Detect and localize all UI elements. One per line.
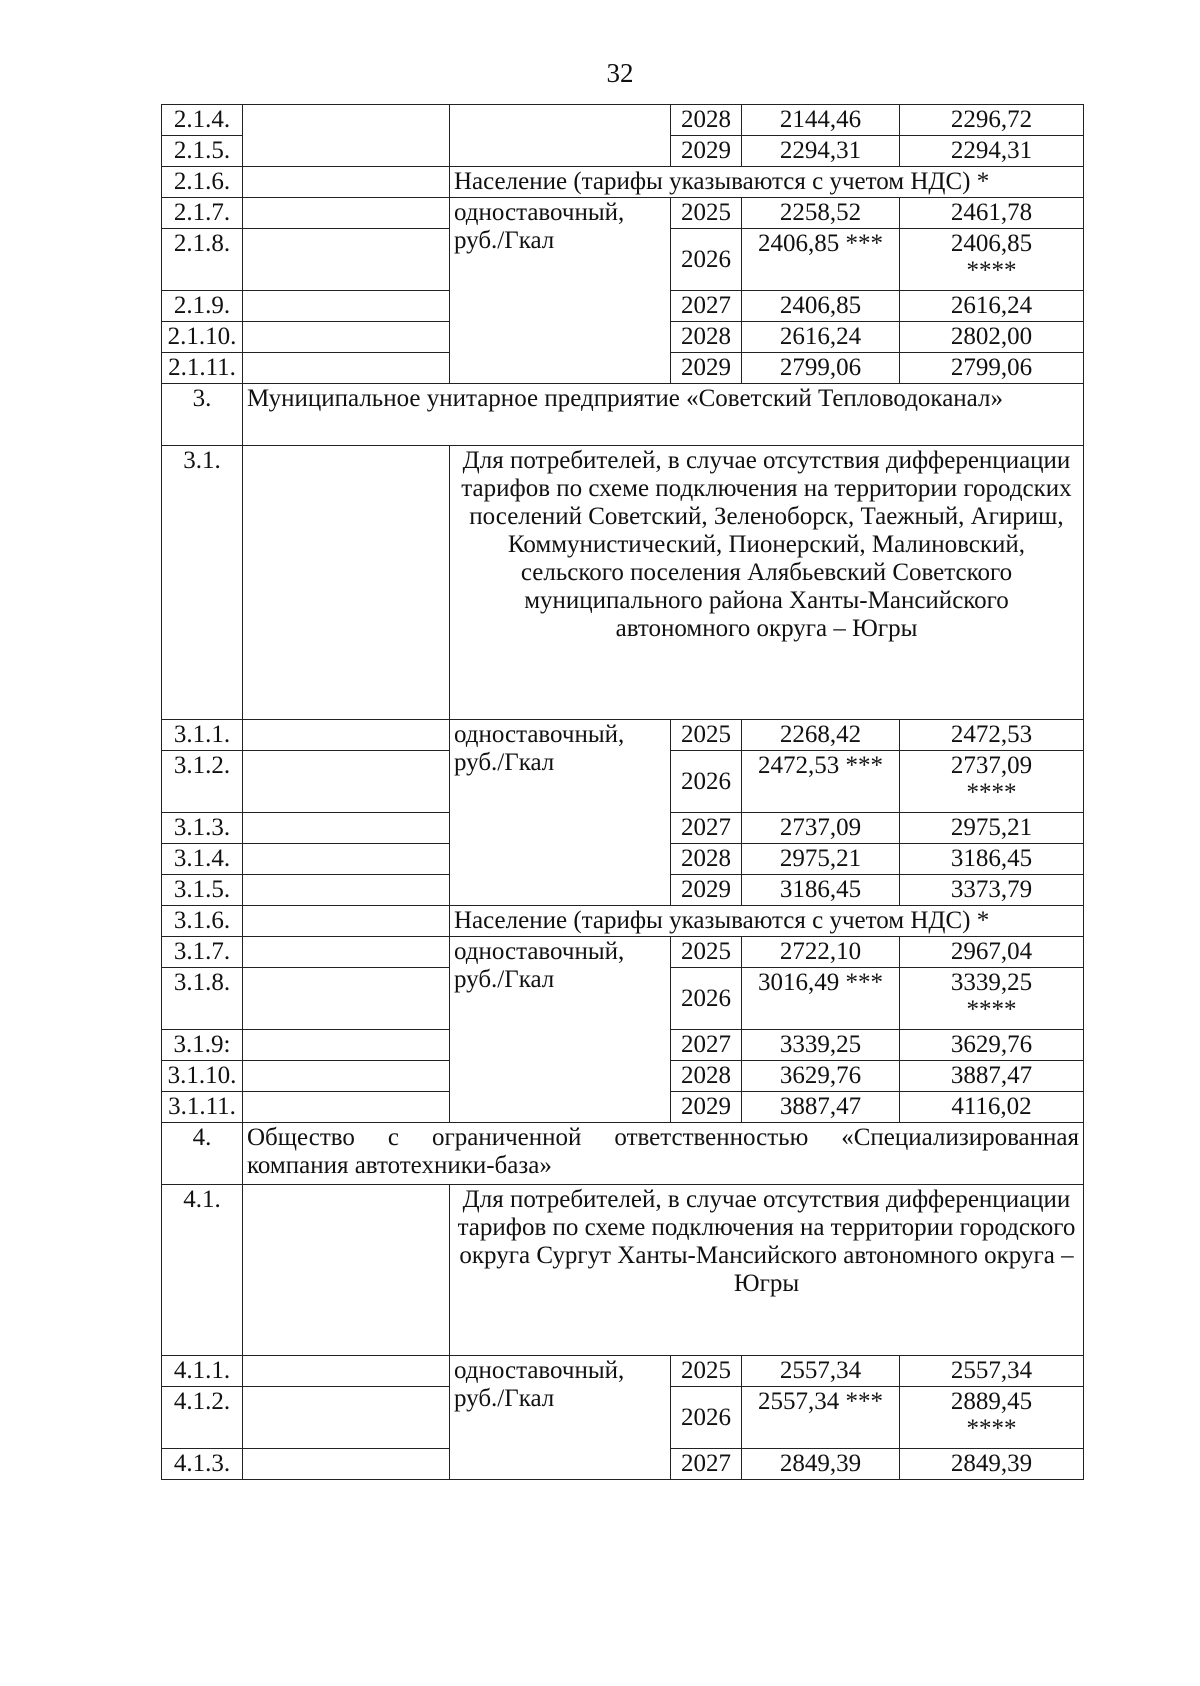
indicator-cell (243, 1356, 450, 1387)
year-cell: 2025 (671, 937, 742, 968)
row-number: 4.1.2. (162, 1387, 243, 1449)
tariff-value: 2406,85 (950, 230, 1033, 257)
row-number: 4.1. (162, 1185, 243, 1356)
tariff-first-half: 2472,53 *** (742, 751, 900, 813)
tariff-first-half: 2258,52 (742, 198, 900, 229)
indicator-cell (243, 1185, 450, 1356)
indicator-cell (243, 167, 450, 198)
indicator-cell (243, 105, 450, 167)
tariff-second-half: 2296,72 (900, 105, 1084, 136)
footnote-mark: **** (966, 779, 1017, 806)
organization-name: Общество с ограниченной ответственностью «Специализированная компания автотехники-база» (243, 1123, 1084, 1185)
row-number: 4.1.3. (162, 1449, 243, 1480)
row-number: 3.1.3. (162, 813, 243, 844)
tariff-first-half: 2557,34 (742, 1356, 900, 1387)
table-row (162, 1185, 1084, 1356)
year-cell: 2025 (671, 720, 742, 751)
tariff-first-half: 2406,85 *** (742, 229, 900, 291)
tariff-first-half: 2616,24 (742, 322, 900, 353)
tariff-first-half: 3016,49 *** (742, 968, 900, 1030)
indicator-cell (243, 446, 450, 720)
tariff-unit: одноставочный, руб./Гкал (450, 937, 671, 1123)
tariff-first-half: 3339,25 (742, 1030, 900, 1061)
row-number: 2.1.6. (162, 167, 243, 198)
indicator-cell (243, 291, 450, 322)
year-cell: 2029 (671, 875, 742, 906)
year-cell: 2026 (671, 1387, 742, 1449)
tariff-unit: одноставочный, руб./Гкал (450, 198, 671, 384)
indicator-cell (243, 1387, 450, 1449)
year-cell: 2027 (671, 1030, 742, 1061)
tariff-first-half: 2975,21 (742, 844, 900, 875)
table-row (162, 167, 1084, 198)
row-number: 4.1.1. (162, 1356, 243, 1387)
tariff-first-half: 3629,76 (742, 1061, 900, 1092)
row-number: 3.1.6. (162, 906, 243, 937)
indicator-cell (243, 322, 450, 353)
row-number: 2.1.8. (162, 229, 243, 291)
row-number: 2.1.5. (162, 136, 243, 167)
row-number: 4. (162, 1123, 243, 1185)
tariff-second-half: 2849,39 (900, 1449, 1084, 1480)
year-cell: 2028 (671, 322, 742, 353)
indicator-cell (243, 1030, 450, 1061)
row-number: 3.1.11. (162, 1092, 243, 1123)
year-cell: 2026 (671, 751, 742, 813)
tariff-first-half: 2849,39 (742, 1449, 900, 1480)
tariff-first-half: 3887,47 (742, 1092, 900, 1123)
row-number: 2.1.4. (162, 105, 243, 136)
tariff-second-half: 3373,79 (900, 875, 1084, 906)
tariff-second-half: 2616,24 (900, 291, 1084, 322)
tariff-first-half: 2722,10 (742, 937, 900, 968)
row-number: 3.1.8. (162, 968, 243, 1030)
row-number: 3.1.10. (162, 1061, 243, 1092)
row-number: 3.1.7. (162, 937, 243, 968)
tariff-first-half: 3186,45 (742, 875, 900, 906)
indicator-cell (243, 906, 450, 937)
year-cell: 2029 (671, 353, 742, 384)
table-row (162, 720, 1084, 751)
tariff-second-half: 2557,34 (900, 1356, 1084, 1387)
indicator-cell (243, 720, 450, 751)
tariff-second-half: 3887,47 (900, 1061, 1084, 1092)
unit-cell (450, 105, 671, 167)
tariff-second-half: 2294,31 (900, 136, 1084, 167)
row-number: 3. (162, 384, 243, 446)
population-heading: Население (тарифы указываются с учетом НДС) * (450, 167, 1084, 198)
tariff-second-half: 2472,53 (900, 720, 1084, 751)
consumer-condition: Для потребителей, в случае отсутствия дифференциации тарифов по схеме подключения на территории городских поселений Советский, Зеленоборск, Таежный, Агириш, Коммунистический, Пионерский, Малиновский, сельского поселения Алябьевский Советского муниципального района Ханты-Мансийского автономного округа – Югры (450, 446, 1084, 720)
indicator-cell (243, 813, 450, 844)
row-number: 3.1.5. (162, 875, 243, 906)
tariff-table (161, 104, 1084, 1480)
tariff-second-half: 2975,21 (900, 813, 1084, 844)
tariff-unit: одноставочный, руб./Гкал (450, 720, 671, 906)
footnote-mark: **** (966, 1415, 1017, 1442)
row-number: 3.1. (162, 446, 243, 720)
indicator-cell (243, 198, 450, 229)
indicator-cell (243, 968, 450, 1030)
tariff-second-half: 2802,00 (900, 322, 1084, 353)
table-row (162, 384, 1084, 446)
tariff-first-half: 2799,06 (742, 353, 900, 384)
year-cell: 2026 (671, 229, 742, 291)
year-cell: 2025 (671, 1356, 742, 1387)
year-cell: 2028 (671, 105, 742, 136)
tariff-second-half: 4116,02 (900, 1092, 1084, 1123)
indicator-cell (243, 844, 450, 875)
row-number: 2.1.11. (162, 353, 243, 384)
table-row (162, 105, 1084, 136)
table-row (162, 198, 1084, 229)
tariff-value: 2737,09 (950, 752, 1033, 779)
tariff-first-half: 2557,34 *** (742, 1387, 900, 1449)
tariff-first-half: 2406,85 (742, 291, 900, 322)
year-cell: 2027 (671, 291, 742, 322)
year-cell: 2027 (671, 1449, 742, 1480)
indicator-cell (243, 1092, 450, 1123)
tariff-second-half: 3186,45 (900, 844, 1084, 875)
tariff-second-half (900, 751, 1084, 813)
tariff-first-half: 2268,42 (742, 720, 900, 751)
year-cell: 2027 (671, 813, 742, 844)
row-number: 2.1.7. (162, 198, 243, 229)
indicator-cell (243, 1449, 450, 1480)
tariff-second-half: 2967,04 (900, 937, 1084, 968)
consumer-condition: Для потребителей, в случае отсутствия дифференциации тарифов по схеме подключения на территории городского округа Сургут Ханты-Мансийского автономного округа – Югры (450, 1185, 1084, 1356)
table-row (162, 906, 1084, 937)
page-number: 32 (606, 58, 634, 88)
indicator-cell (243, 937, 450, 968)
year-cell: 2028 (671, 844, 742, 875)
indicator-cell (243, 1061, 450, 1092)
tariff-unit: одноставочный, руб./Гкал (450, 1356, 671, 1480)
tariff-second-half: 2461,78 (900, 198, 1084, 229)
row-number: 3.1.9: (162, 1030, 243, 1061)
footnote-mark: **** (966, 996, 1017, 1023)
year-cell: 2025 (671, 198, 742, 229)
indicator-cell (243, 751, 450, 813)
row-number: 3.1.2. (162, 751, 243, 813)
table-row (162, 1123, 1084, 1185)
year-cell: 2029 (671, 136, 742, 167)
indicator-cell (243, 229, 450, 291)
tariff-second-half: 2799,06 (900, 353, 1084, 384)
tariff-second-half (900, 1387, 1084, 1449)
year-cell: 2029 (671, 1092, 742, 1123)
row-number: 2.1.9. (162, 291, 243, 322)
tariff-second-half: 3629,76 (900, 1030, 1084, 1061)
table-row (162, 446, 1084, 720)
tariff-value: 3339,25 (950, 969, 1033, 996)
population-heading: Население (тарифы указываются с учетом НДС) * (450, 906, 1084, 937)
tariff-first-half: 2144,46 (742, 105, 900, 136)
tariff-value: 2889,45 (950, 1388, 1033, 1415)
row-number: 2.1.10. (162, 322, 243, 353)
organization-name: Муниципальное унитарное предприятие «Советский Тепловодоканал» (243, 384, 1084, 446)
year-cell: 2028 (671, 1061, 742, 1092)
tariff-second-half (900, 968, 1084, 1030)
table-row (162, 937, 1084, 968)
indicator-cell (243, 353, 450, 384)
indicator-cell (243, 875, 450, 906)
tariff-second-half (900, 229, 1084, 291)
tariff-first-half: 2737,09 (742, 813, 900, 844)
row-number: 3.1.1. (162, 720, 243, 751)
year-cell: 2026 (671, 968, 742, 1030)
table-row (162, 1356, 1084, 1387)
tariff-first-half: 2294,31 (742, 136, 900, 167)
footnote-mark: **** (966, 257, 1017, 284)
row-number: 3.1.4. (162, 844, 243, 875)
